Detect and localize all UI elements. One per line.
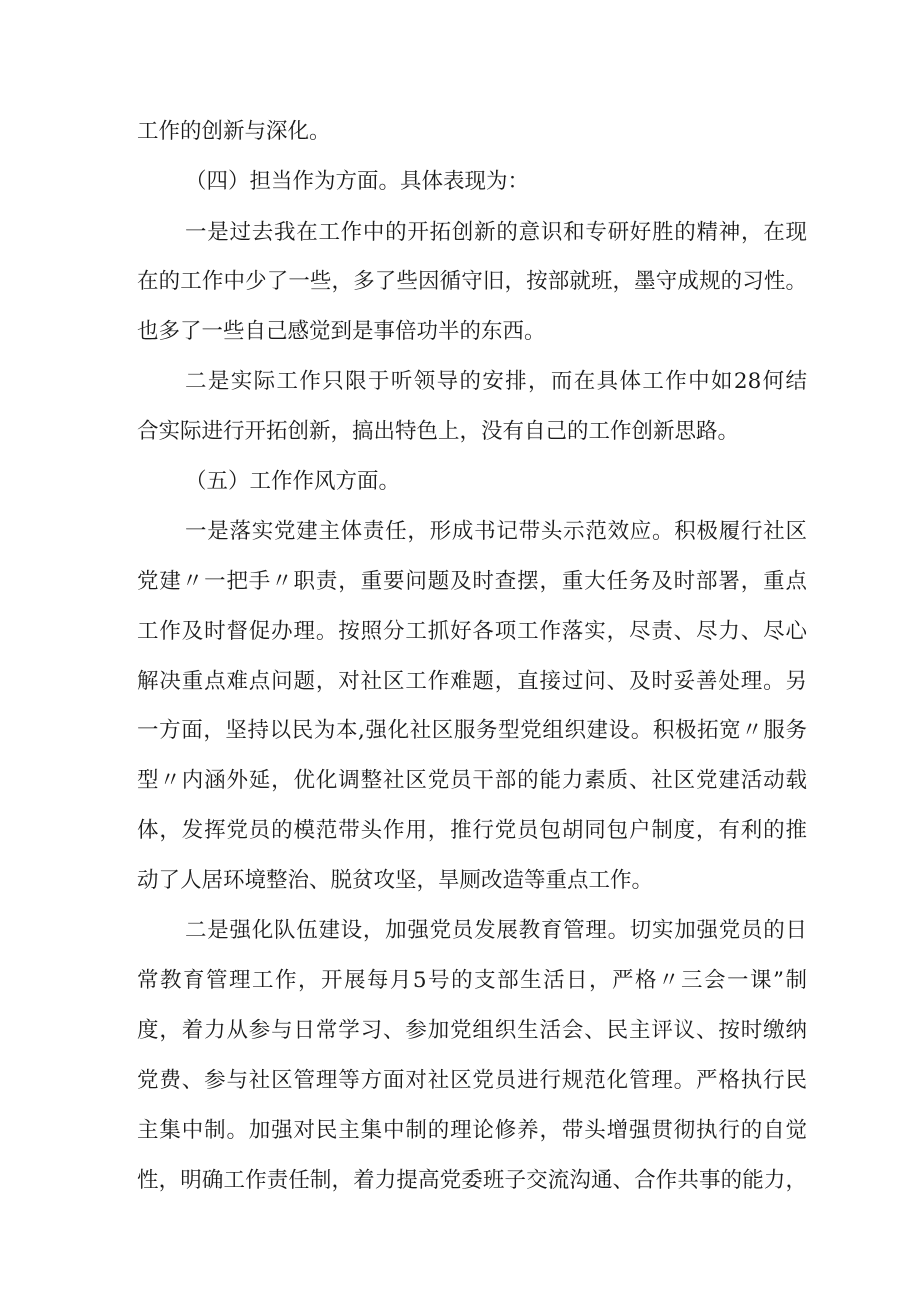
text-line: 一是过去我在工作中的开拓创新的意识和专研好胜的精神，在现	[185, 220, 807, 245]
text-line: 一是落实党建主体责任，形成书记带头示范效应。积极履行社区	[185, 519, 807, 544]
text-line: 合实际进行开拓创新，搞出特色上，没有自己的工作创新思路。	[137, 419, 740, 444]
text-line: 解决重点难点问题，对社区工作难题，直接过问、及时妥善处理。另	[137, 669, 807, 694]
text-line: 党费、参与社区管理等方面对社区党员进行规范化管理。严格执行民	[137, 1068, 807, 1093]
text-line: 党建〃一把手〃职责，重要问题及时查摆，重大任务及时部署，重点	[137, 569, 807, 594]
text-line: 在的工作中少了一些，多了些因循守旧，按部就班，墨守成规的习性。	[137, 269, 807, 294]
text-line: 主集中制。加强对民主集中制的理论修养，带头增强贯彻执行的自觉	[137, 1118, 807, 1143]
text-line: 一方面，坚持以民为本,强化社区服务型党组织建设。积极拓宽〃服务	[137, 718, 807, 743]
text-line: 性，明确工作责任制，着力提高党委班子交流沟通、合作共事的能力，	[137, 1168, 807, 1193]
text-line: 二是实际工作只限于听领导的安排，而在具体工作中如28何结	[185, 369, 807, 394]
text-line: 也多了一些自己感觉到是事倍功半的东西。	[137, 319, 546, 344]
text-line: 工作及时督促办理。按照分工抓好各项工作落实，尽责、尽力、尽心	[137, 619, 807, 644]
text-line: 动了人居环境整治、脱贫攻坚，旱厕改造等重点工作。	[137, 868, 654, 893]
text-line: 型〃内涵外延，优化调整社区党员干部的能力素质、社区党建活动载	[137, 768, 807, 793]
text-line: 常教育管理工作，开展每月5号的支部生活日，严格〃三会一课”制	[137, 968, 807, 993]
section-heading-four: （四）担当作为方面。具体表现为：	[185, 169, 530, 194]
text-line: 度，着力从参与日常学习、参加党组织生活会、民主评议、按时缴纳	[137, 1018, 807, 1043]
text-line: 体，发挥党员的模范带头作用，推行党员包胡同包户制度，有利的推	[137, 818, 807, 843]
text-line: 二是强化队伍建设，加强党员发展教育管理。切实加强党员的日	[185, 918, 807, 943]
section-heading-five: （五）工作作风方面。	[185, 469, 401, 494]
text-line: 工作的创新与深化。	[137, 119, 331, 144]
